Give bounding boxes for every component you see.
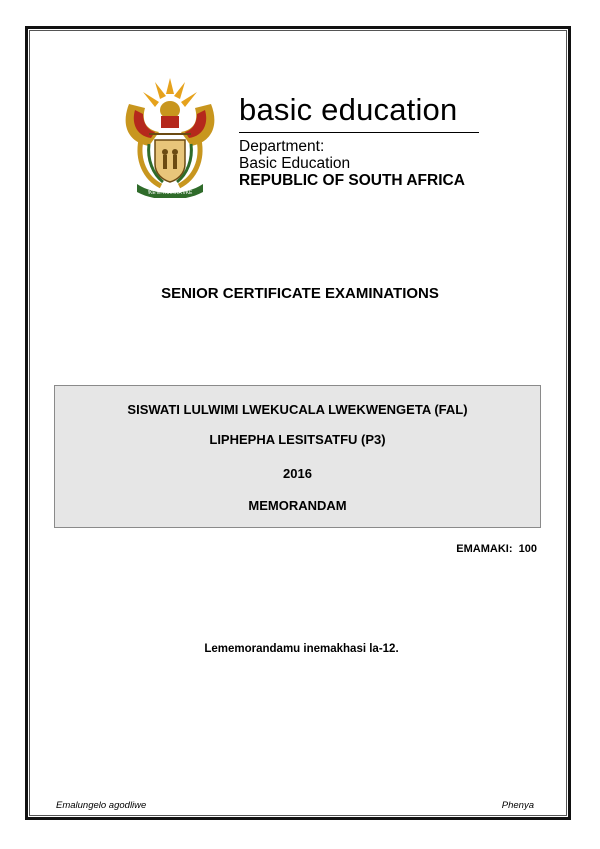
total-marks: [456, 543, 537, 555]
subject-name: SISWATI LULWIMI LWEKUCALA LWEKWENGETA (FAL): [127, 402, 468, 417]
department-name: Basic Education: [239, 155, 351, 172]
paper-name: LIPHEPHA LESITSATFU (P3): [209, 432, 386, 447]
document-type: MEMORANDAM: [248, 498, 347, 513]
copyright-footer: Emalungelo agodliwe: [56, 800, 147, 811]
svg-text:!KE E: /XARRA //KE: !KE E: /XARRA //KE: [147, 190, 193, 196]
marks-value: 100: [518, 543, 537, 555]
brand-underline: [239, 132, 479, 133]
subject-box: [54, 385, 541, 528]
department-label: Department:: [239, 138, 325, 155]
page-count-note: Lememorandamu inemakhasi la-12.: [204, 643, 399, 655]
marks-label: EMAMAKI:: [456, 543, 513, 555]
republic-name: REPUBLIC OF SOUTH AFRICA: [239, 172, 465, 189]
brand-title: basic education: [239, 92, 458, 127]
exam-year: 2016: [283, 466, 312, 481]
coat-of-arms-emblem: [119, 74, 221, 198]
turn-over-footer: Phenya: [501, 800, 534, 811]
exam-title: SENIOR CERTIFICATE EXAMINATIONS: [161, 285, 439, 302]
